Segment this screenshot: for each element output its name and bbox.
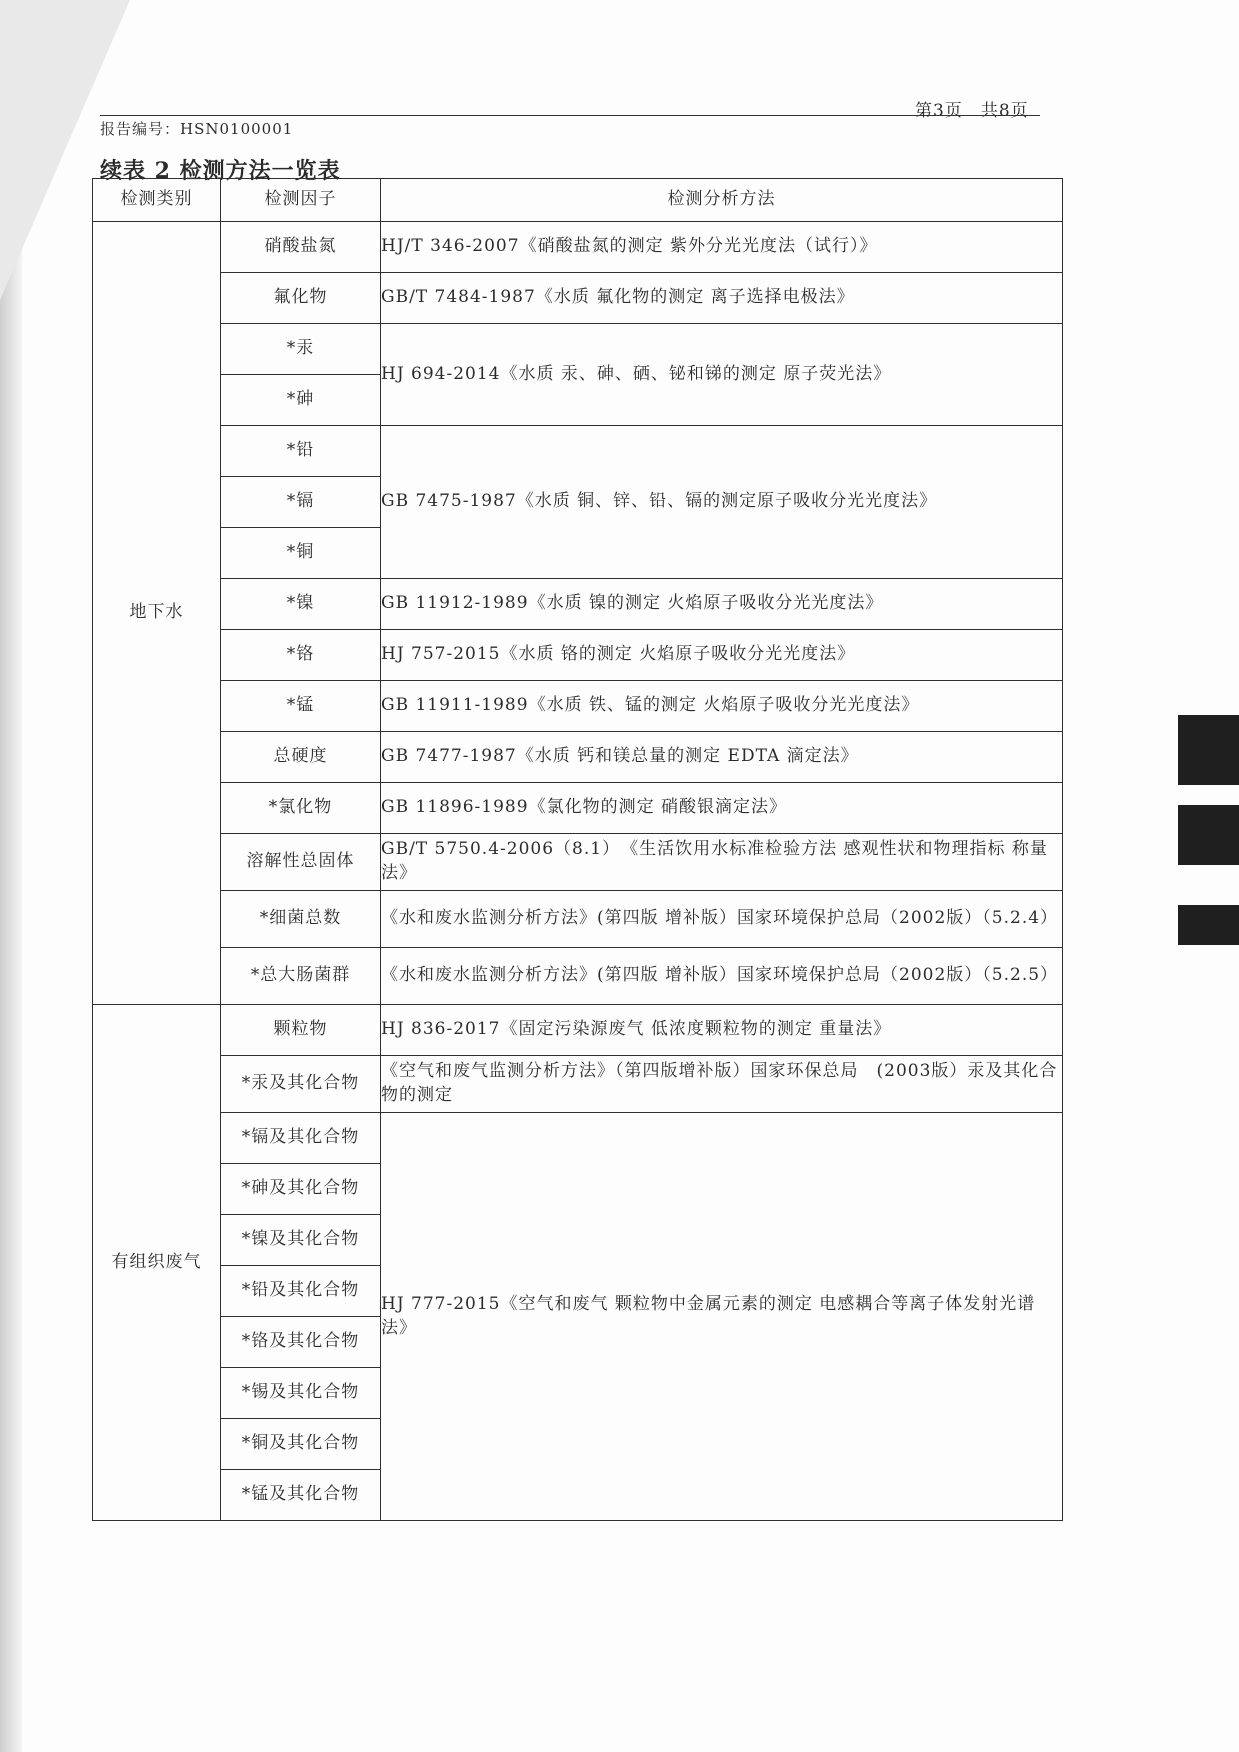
table-row xyxy=(93,324,1063,375)
report-number: 报告编号：HSN0100001 xyxy=(100,120,294,138)
stamp-fragment xyxy=(1178,905,1239,945)
table-row xyxy=(93,630,1063,681)
method-cell: GB 11912-1989《水质 镍的测定 火焰原子吸收分光光度法》 xyxy=(381,579,1063,630)
category-groundwater: 地下水 xyxy=(93,222,221,1005)
factor-cell: *锰及其化合物 xyxy=(221,1470,381,1521)
factor-cell: *总大肠菌群 xyxy=(221,948,381,1005)
column-header-factor: 检测因子 xyxy=(221,179,381,222)
factor-cell: *汞 xyxy=(221,324,381,375)
factor-cell: *镉及其化合物 xyxy=(221,1113,381,1164)
factor-cell: *锡及其化合物 xyxy=(221,1368,381,1419)
table-row xyxy=(93,948,1063,1005)
factor-cell: 颗粒物 xyxy=(221,1005,381,1056)
factor-cell: *镉 xyxy=(221,477,381,528)
method-cell: GB/T 5750.4-2006（8.1） 《生活饮用水标准检验方法 感观性状和物理指标 称量法》 xyxy=(381,834,1063,891)
table-row xyxy=(93,273,1063,324)
factor-cell: *铜及其化合物 xyxy=(221,1419,381,1470)
stamp-fragment xyxy=(1178,715,1239,785)
factor-cell: *细菌总数 xyxy=(221,891,381,948)
factor-cell: *镍 xyxy=(221,579,381,630)
method-cell: HJ/T 346-2007《硝酸盐氮的测定 紫外分光光度法（试行）》 xyxy=(381,222,1063,273)
table-row xyxy=(93,1005,1063,1056)
table-row xyxy=(93,579,1063,630)
factor-cell: 硝酸盐氮 xyxy=(221,222,381,273)
table-row xyxy=(93,681,1063,732)
method-cell: GB 7477-1987《水质 钙和镁总量的测定 EDTA 滴定法》 xyxy=(381,732,1063,783)
method-cell: HJ 757-2015《水质 铬的测定 火焰原子吸收分光光度法》 xyxy=(381,630,1063,681)
factor-cell: *锰 xyxy=(221,681,381,732)
table-row xyxy=(93,732,1063,783)
method-cell: 《水和废水监测分析方法》(第四版 增补版）国家环境保护总局（2002版）（5.2.5） xyxy=(381,948,1063,1005)
factor-cell: *铬及其化合物 xyxy=(221,1317,381,1368)
method-cell: GB 11896-1989《氯化物的测定 硝酸银滴定法》 xyxy=(381,783,1063,834)
header-rule xyxy=(100,115,1040,116)
method-cell: HJ 694-2014《水质 汞、砷、硒、铋和锑的测定 原子荧光法》 xyxy=(381,324,1063,426)
stamp-fragment xyxy=(1178,805,1239,865)
factor-cell: *铬 xyxy=(221,630,381,681)
factor-cell: *铜 xyxy=(221,528,381,579)
header-row xyxy=(93,179,1063,222)
factor-cell: *铅 xyxy=(221,426,381,477)
factor-cell: *砷及其化合物 xyxy=(221,1164,381,1215)
factor-cell: 氟化物 xyxy=(221,273,381,324)
table-row xyxy=(93,1113,1063,1164)
methods-table xyxy=(92,178,1063,1521)
category-organized-gas: 有组织废气 xyxy=(93,1005,221,1521)
factor-cell: *砷 xyxy=(221,375,381,426)
page-indicator: 第3页 共8页 xyxy=(915,101,1029,121)
table-row xyxy=(93,1056,1063,1113)
table-row xyxy=(93,834,1063,891)
table-title: 续表 2 检测方法一览表 xyxy=(100,158,341,184)
factor-cell: 总硬度 xyxy=(221,732,381,783)
factor-cell: *铅及其化合物 xyxy=(221,1266,381,1317)
table-row xyxy=(93,783,1063,834)
method-cell: GB 7475-1987《水质 铜、锌、铅、镉的测定原子吸收分光光度法》 xyxy=(381,426,1063,579)
factor-cell: 溶解性总固体 xyxy=(221,834,381,891)
table-row xyxy=(93,222,1063,273)
method-cell: GB/T 7484-1987《水质 氟化物的测定 离子选择电极法》 xyxy=(381,273,1063,324)
column-header-category: 检测类别 xyxy=(93,179,221,222)
factor-cell: *汞及其化合物 xyxy=(221,1056,381,1113)
table-row xyxy=(93,426,1063,477)
method-cell: HJ 777-2015《空气和废气 颗粒物中金属元素的测定 电感耦合等离子体发射光谱法》 xyxy=(381,1113,1063,1521)
factor-cell: *氯化物 xyxy=(221,783,381,834)
method-cell: 《空气和废气监测分析方法》（第四版增补版）国家环保总局 (2003版）汞及其化合物的测定 xyxy=(381,1056,1063,1113)
method-cell: HJ 836-2017《固定污染源废气 低浓度颗粒物的测定 重量法》 xyxy=(381,1005,1063,1056)
method-cell: GB 11911-1989《水质 铁、锰的测定 火焰原子吸收分光光度法》 xyxy=(381,681,1063,732)
table-row xyxy=(93,891,1063,948)
column-header-method: 检测分析方法 xyxy=(381,179,1063,222)
factor-cell: *镍及其化合物 xyxy=(221,1215,381,1266)
method-cell: 《水和废水监测分析方法》(第四版 增补版）国家环境保护总局（2002版）（5.2.4） xyxy=(381,891,1063,948)
